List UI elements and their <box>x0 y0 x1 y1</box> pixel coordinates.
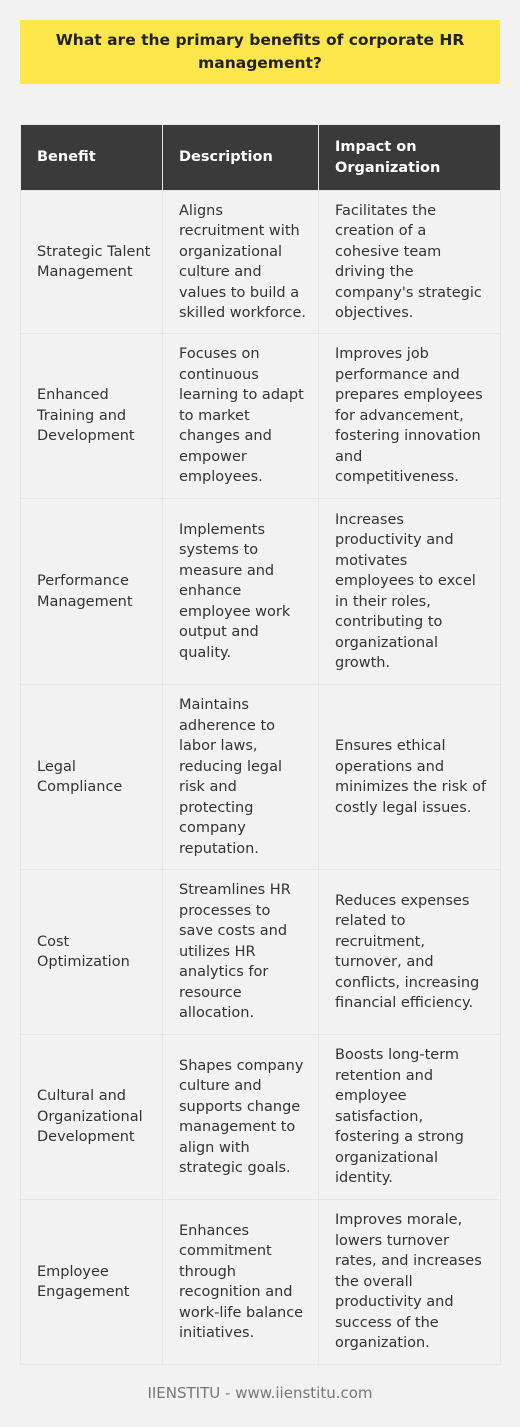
table-row <box>21 499 501 685</box>
cell-impact: Boosts long-term retention and employee satisfaction, fostering a strong organizational identity. <box>319 1035 501 1200</box>
cell-impact: Increases productivity and motivates employees to excel in their roles, contributing to organizational growth. <box>319 499 501 685</box>
cell-benefit: Performance Management <box>21 499 163 685</box>
table-row <box>21 870 501 1035</box>
header-description: Description <box>163 125 319 191</box>
header-benefit: Benefit <box>21 125 163 191</box>
cell-description: Focuses on continuous learning to adapt to market changes and empower employees. <box>163 334 319 499</box>
cell-impact: Ensures ethical operations and minimizes the risk of costly legal issues. <box>319 685 501 870</box>
table-row <box>21 191 501 334</box>
cell-benefit: Cost Optimization <box>21 870 163 1035</box>
footer-credit: IIENSTITU - www.iienstitu.com <box>147 1384 373 1402</box>
header-impact: Impact on Organization <box>319 125 501 191</box>
table-row <box>21 1035 501 1200</box>
cell-description: Shapes company culture and supports change management to align with strategic goals. <box>163 1035 319 1200</box>
cell-description: Streamlines HR processes to save costs and utilizes HR analytics for resource allocation. <box>163 870 319 1035</box>
benefits-table <box>20 124 501 1365</box>
cell-description: Enhances commitment through recognition and work-life balance initiatives. <box>163 1200 319 1365</box>
cell-description: Aligns recruitment with organizational culture and values to build a skilled workforce. <box>163 191 319 334</box>
cell-impact: Reduces expenses related to recruitment, turnover, and conflicts, increasing financial efficiency. <box>319 870 501 1035</box>
table-row <box>21 334 501 499</box>
cell-benefit: Cultural and Organizational Development <box>21 1035 163 1200</box>
table-header-row <box>21 125 501 191</box>
cell-impact: Improves morale, lowers turnover rates, and increases the overall productivity and success of the organization. <box>319 1200 501 1365</box>
cell-benefit: Enhanced Training and Development <box>21 334 163 499</box>
table-row <box>21 685 501 870</box>
page-title <box>20 20 500 84</box>
table-row <box>21 1200 501 1365</box>
cell-impact: Facilitates the creation of a cohesive team driving the company's strategic objectives. <box>319 191 501 334</box>
cell-impact: Improves job performance and prepares employees for advancement, fostering innovation and competitiveness. <box>319 334 501 499</box>
page-title-text: What are the primary benefits of corporate HR management? <box>55 31 465 72</box>
cell-benefit: Employee Engagement <box>21 1200 163 1365</box>
cell-benefit: Legal Compliance <box>21 685 163 870</box>
cell-description: Implements systems to measure and enhance employee work output and quality. <box>163 499 319 685</box>
cell-benefit: Strategic Talent Management <box>21 191 163 334</box>
cell-description: Maintains adherence to labor laws, reducing legal risk and protecting company reputation. <box>163 685 319 870</box>
